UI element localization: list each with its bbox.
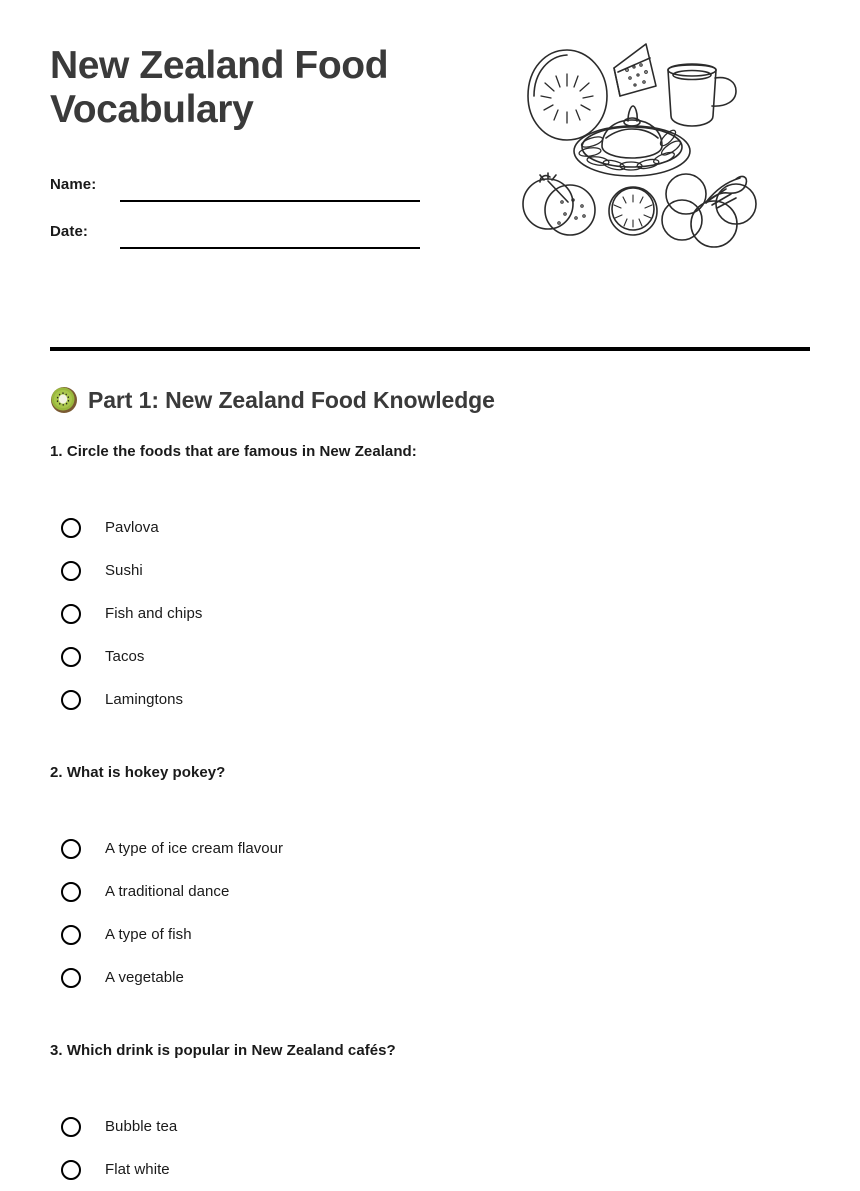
question-2-text: 2. What is hokey pokey? — [50, 764, 226, 781]
kiwi-fruit-icon — [50, 386, 78, 414]
question-2 — [50, 764, 810, 999]
kiwifruit-half-icon — [528, 50, 607, 140]
radio-circle-icon[interactable] — [61, 968, 81, 988]
option-row[interactable] — [50, 678, 810, 721]
radio-circle-icon[interactable] — [61, 561, 81, 581]
option-label: Bubble tea — [105, 1118, 178, 1135]
date-row — [50, 209, 430, 256]
option-label: A type of ice cream flavour — [105, 840, 284, 857]
option-label: A type of fish — [105, 926, 192, 943]
option-row[interactable] — [50, 506, 810, 549]
option-label: Tacos — [105, 648, 145, 665]
option-row[interactable] — [50, 827, 810, 870]
kiwi-slice-icon — [609, 187, 657, 235]
pavlova-on-plate-icon — [574, 106, 690, 176]
question-3-text: 3. Which drink is popular in New Zealand cafés? — [50, 1042, 396, 1059]
option-label: Sushi — [105, 562, 143, 579]
date-input-line[interactable] — [120, 247, 420, 249]
option-label: A vegetable — [105, 969, 184, 986]
radio-circle-icon[interactable] — [61, 882, 81, 902]
question-1-options — [50, 506, 810, 721]
section-divider — [50, 347, 810, 351]
option-label: Fish and chips — [105, 605, 203, 622]
radio-circle-icon[interactable] — [61, 1160, 81, 1180]
radio-circle-icon[interactable] — [61, 647, 81, 667]
date-label: Date: — [50, 223, 89, 240]
question-3 — [50, 1042, 810, 1191]
radio-circle-icon[interactable] — [61, 604, 81, 624]
name-input-line[interactable] — [120, 200, 420, 202]
question-1-text: 1. Circle the foods that are famous in New Zealand: — [50, 443, 417, 460]
student-info-fields — [50, 162, 430, 256]
option-row[interactable] — [50, 870, 810, 913]
option-label: Lamingtons — [105, 691, 184, 708]
name-label: Name: — [50, 176, 97, 193]
option-label: Pavlova — [105, 519, 159, 536]
question-2-options — [50, 827, 810, 999]
coffee-cup-icon — [668, 64, 736, 126]
option-row[interactable] — [50, 1105, 810, 1148]
option-row[interactable] — [50, 913, 810, 956]
option-row[interactable] — [50, 549, 810, 592]
question-1 — [50, 443, 810, 721]
name-row — [50, 162, 430, 209]
radio-circle-icon[interactable] — [61, 925, 81, 945]
section-heading — [50, 386, 495, 414]
option-row[interactable] — [50, 635, 810, 678]
berry-cluster-icon — [662, 174, 756, 247]
section-title: Part 1: New Zealand Food Knowledge — [88, 386, 495, 413]
radio-circle-icon[interactable] — [61, 1117, 81, 1137]
radio-circle-icon[interactable] — [61, 690, 81, 710]
cheese-wedge-icon — [614, 44, 656, 96]
questions-container — [50, 443, 810, 1191]
option-label: Flat white — [105, 1161, 170, 1178]
option-row[interactable] — [50, 956, 810, 999]
nz-food-illustration — [510, 34, 760, 259]
radio-circle-icon[interactable] — [61, 839, 81, 859]
option-row[interactable] — [50, 592, 810, 635]
question-3-options — [50, 1105, 810, 1191]
feijoa-pair-icon — [523, 173, 595, 235]
option-row[interactable] — [50, 1148, 810, 1191]
radio-circle-icon[interactable] — [61, 518, 81, 538]
page-title: New Zealand Food Vocabulary — [50, 44, 389, 131]
option-label: A traditional dance — [105, 883, 230, 900]
